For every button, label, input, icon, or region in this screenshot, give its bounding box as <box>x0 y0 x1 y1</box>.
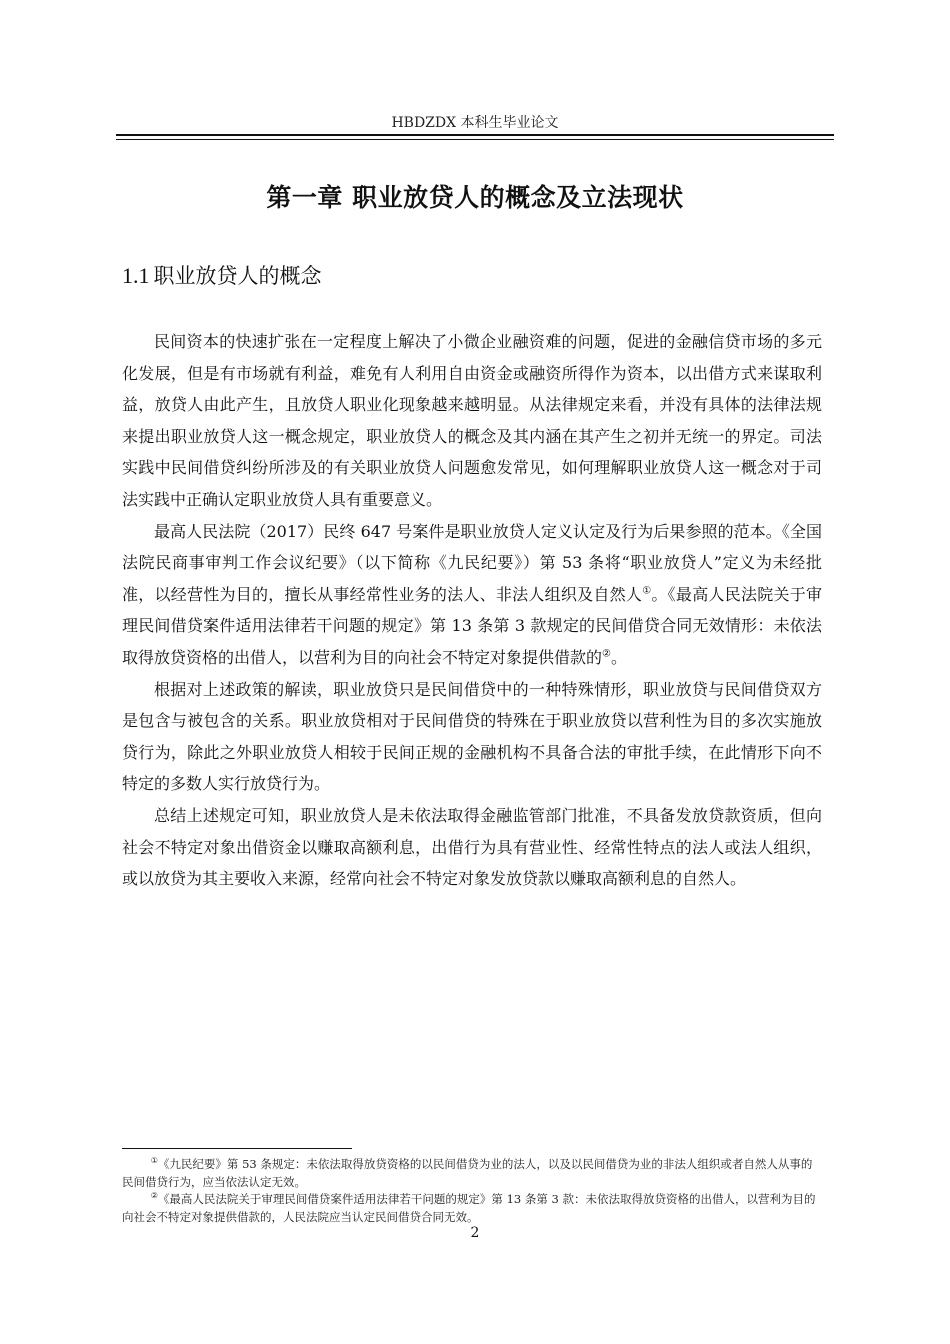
section-title: 职业放贷人的概念 <box>153 264 322 288</box>
footnote-mark: ① <box>150 1156 158 1166</box>
footnote-ref[interactable]: ① <box>642 585 652 597</box>
page-number: 2 <box>470 1225 480 1241</box>
paragraph <box>122 516 822 674</box>
paragraph: 总结上述规定可知，职业放贷人是未依法取得金融监管部门批准，不具备发放贷款资质，但向社会不特定对象出借资金以赚取高额利息，出借行为具有营业性、经常性特点的法人或法人组织，或以放贷为其主要收入来源，经常向社会不特定对象发放贷款以赚取高额利息的自然人。 <box>122 805 822 889</box>
paragraph: 根据对上述政策的解读，职业放贷只是民间借贷中的一种特殊情形，职业放贷与民间借贷双方是包含与被包含的关系。职业放贷相对于民间借贷的特殊在于职业放贷以营利性为目的多次实施放贷行为，除此之外职业放贷人相较于民间正规的金融机构不具备合法的审批手续，在此情形下向不特定的多数人实行放贷行为。 <box>122 679 822 794</box>
paragraph-text: 。《最高人民法院关于审理民间借贷案件适用法律若干问题的规定》第 13 条第 3 款规定的民间借贷合同无效情形：未依法取得放贷资格的出借人，以营利为目的向社会不特定对象提供借款的 <box>122 584 822 667</box>
footnote-mark: ② <box>150 1191 158 1201</box>
section-heading <box>122 260 322 290</box>
footnote-ref[interactable]: ② <box>602 648 611 660</box>
header-rule-thick <box>116 134 834 136</box>
footnote <box>122 1191 822 1226</box>
footnote-separator <box>122 1148 352 1149</box>
header-rule-thin <box>116 139 834 140</box>
footnote <box>122 1156 822 1191</box>
section-number: 1.1 <box>122 263 150 288</box>
paragraph: 民间资本的快速扩张在一定程度上解决了小微企业融资难的问题，促进的金融信贷市场的多元化发展，但是有市场就有利益，难免有人利用自由资金或融资所得作为资本，以出借方式来谋取利益，放贷人由此产生，且放贷人职业化现象越来越明显。从法律规定来看，并没有具体的法律法规来提出职业放贷人这一概念规定，职业放贷人的概念及其内涵在其产生之初并无统一的界定。司法实践中民间借贷纠纷所涉及的有关职业放贷人问题愈发常见，如何理解职业放贷人这一概念对于司法实践中正确认定职业放贷人具有重要意义。 <box>122 332 822 509</box>
running-header: HBDZDX 本科生毕业论文 <box>391 115 559 131</box>
footnote-text: 《最高人民法院关于审理民间借贷案件适用法律若干问题的规定》第 13 条第 3 款：未依法取得放贷资格的出借人，以营利为目的向社会不特定对象提供借款的，人民法院应当认定民间借贷合同无效。 <box>122 1192 816 1224</box>
paragraph-text: 最高人民法院（2017）民终 647 号案件是职业放贷人定义认定及行为后果参照的范本。《全国法院民商事审判工作会议纪要》（以下简称《九民纪要》）第 53 条将“职业放贷人”定义为未经批准，以经营性为目的，擅长从事经常性业务的法人、非法人组织及自然人 <box>122 521 822 604</box>
footnotes <box>122 1156 822 1226</box>
chapter-title: 第一章 职业放贷人的概念及立法现状 <box>266 183 684 212</box>
body-text <box>122 326 822 895</box>
footnote-text: 《九民纪要》第 53 条规定：未依法取得放贷资格的以民间借贷为业的法人，以及以民间借贷为业的非法人组织或者自然人从事的民间借贷行为，应当依法认定无效。 <box>122 1157 813 1189</box>
paragraph-text: 。 <box>610 647 627 667</box>
